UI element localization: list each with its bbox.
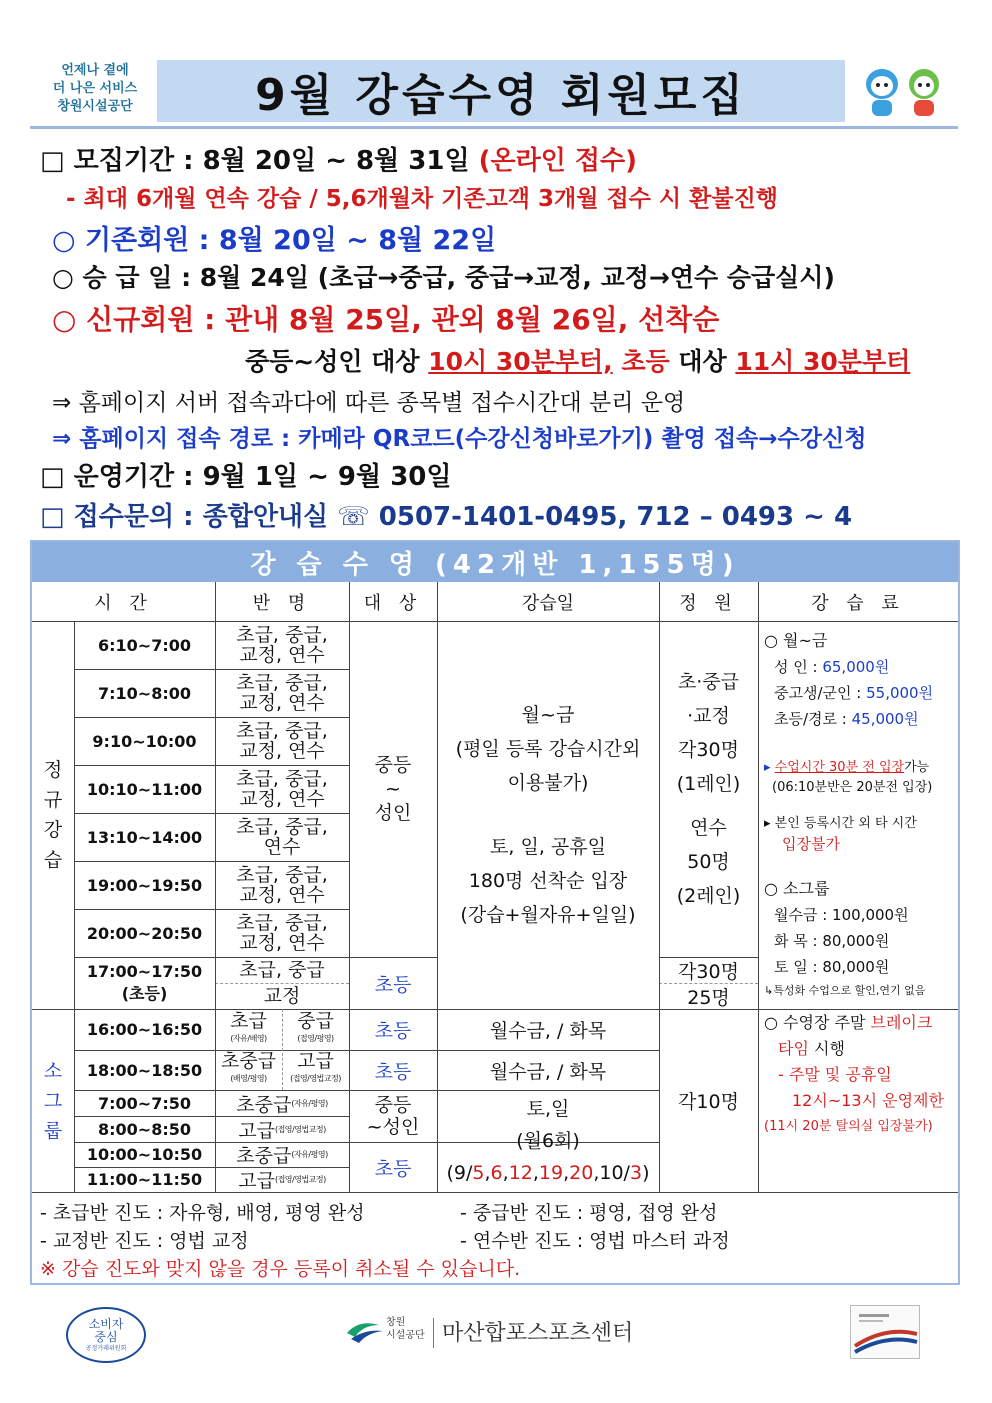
- promotion-date: ○ 승 급 일 : 8월 24일 (초급→중급, 중급→교정, 교정→연수 승급실시): [52, 263, 835, 292]
- recruit-period: □ 모집기간 : 8월 20일 ~ 8월 31일 (온라인 접수): [40, 146, 638, 176]
- small-class: 초중급 (배영/평영): [220, 1050, 277, 1083]
- small-class: 고급 (접영/영법교정): [238, 1170, 326, 1192]
- regular-days: 월~금 (평일 등록 강습시간외 이용불가) 토, 일, 공휴일 180명 선착순 입장 (강습+월자유+일일): [455, 704, 641, 926]
- note-advanced: - 연수반 진도 : 영법 마스터 과정: [460, 1230, 730, 1252]
- header-class: 반 명: [252, 592, 312, 614]
- table-row-class: 초급, 중급, 연수: [236, 816, 328, 858]
- weekend-dates: (9/5,6,12,19,20,10/3): [446, 1162, 650, 1184]
- slogan: 언제나 곁에 더 나은 서비스 창원시설공단: [52, 63, 138, 114]
- new-members: ○ 신규회원 : 관내 8월 25일, 관외 8월 26일, 선착순: [52, 303, 720, 336]
- small-class: 고급 (접영/영법교정): [238, 1119, 326, 1142]
- server-note: ⇒ 홈페이지 서버 접속과다에 따른 종목별 접수시간대 분리 운영: [52, 390, 686, 416]
- small-class: 중급 (접영/평영): [297, 1009, 334, 1043]
- consumer-badge-icon: 소비자 중심 공정거래위원회: [66, 1307, 146, 1363]
- open-time: 중등~성인 대상 10시 30분부터, 초등 대상 11시 30분부터: [245, 347, 911, 376]
- small-days: 월수금, / 화목: [489, 1020, 607, 1042]
- regular-capacity: 초·중급 ·교정 각30명 (1레인) 연수 50명 (2레인): [676, 671, 741, 907]
- kids-class-a: 초급, 중급: [239, 959, 325, 981]
- table-title: 강 습 수 영 (42개반 1,155명): [32, 542, 958, 582]
- table-row-class: 초급, 중급, 교정, 연수: [236, 912, 328, 954]
- homepage-route: ⇒ 홈페이지 접속 경로 : 카메라 QR코드(수강신청바로가기) 촬영 접속→수강신청: [52, 426, 867, 452]
- kids-class-b: 교정: [263, 985, 301, 1007]
- table-row-time: 19:00~19:50: [86, 875, 203, 895]
- table-row-class: 초급, 중급, 교정, 연수: [236, 720, 328, 762]
- header-days: 강습일: [521, 592, 575, 614]
- small-time: 11:00~11:50: [86, 1170, 203, 1189]
- table-row-time: 10:10~11:00: [86, 779, 203, 799]
- table-row-time: 13:10~14:00: [86, 827, 203, 847]
- footer-divider: [433, 1318, 434, 1348]
- header-target: 대 상: [363, 592, 423, 614]
- org-logo-icon: [345, 1315, 385, 1345]
- table-row-class: 초급, 중급, 교정, 연수: [236, 768, 328, 810]
- header-capacity: 정 원: [679, 592, 738, 614]
- operation-period: □ 운영기간 : 9월 1일 ~ 9월 30일: [40, 462, 452, 492]
- table-row-class: 초급, 중급, 교정, 연수: [236, 624, 328, 666]
- table-row-time: 6:10~7:00: [98, 635, 191, 655]
- small-kids-target: 초등: [374, 1157, 412, 1180]
- fee-list: ○ 월~금 성 인 : 65,000원 중고생/군인 : 55,000원 초등/경로 : 45,000원 ▸ 수업시간 30분 전 입장가능 (06:10분반은 20분전 입장) ▸ 본인 등록시간 외 타 시간 입장불가 ○ 소그룹 월수금 : 100,000원 화 목 : 80,000원 토 일 : 80,000원 ↳특성화 수업으로 할인,연기 없음 ○ 수영장 주말 브레이크 타임 시행 - 주말 및 공휴일 12시~13시 운영제한 (11시 20분 탈의실 입장불가): [764, 631, 944, 1134]
- small-target: 초등: [374, 1020, 412, 1042]
- kids-capacity-a: 각30명: [678, 960, 739, 983]
- table-row-time: 20:00~20:50: [86, 923, 203, 943]
- kids-capacity-b: 25명: [687, 986, 730, 1009]
- small-time: 10:00~10:50: [86, 1145, 203, 1164]
- note-intermediate: - 중급반 진도 : 평영, 접영 완성: [460, 1202, 718, 1224]
- kids-target: 초등: [374, 973, 412, 996]
- small-class: 초중급 (자유/평영): [236, 1145, 328, 1167]
- title-banner: [157, 60, 845, 122]
- note-correction: - 교정반 진도 : 영법 교정: [40, 1230, 249, 1252]
- header-divider: [30, 126, 958, 129]
- existing-members: ○ 기존회원 : 8월 20일 ~ 8월 22일: [52, 225, 497, 256]
- certification-icon: [850, 1305, 920, 1359]
- table-row-time: 9:10~10:00: [92, 731, 197, 751]
- small-class: 초급 (자유/배영): [230, 1009, 267, 1043]
- small-time: 16:00~16:50: [86, 1020, 203, 1039]
- class-table: [30, 540, 960, 1285]
- org-name: 창원 시설공단: [386, 1317, 425, 1341]
- note-beginner: - 초급반 진도 : 자유형, 배영, 평영 완성: [40, 1202, 365, 1224]
- small-adult-target: 중등 ~성인: [366, 1094, 420, 1138]
- small-time: 8:00~8:50: [98, 1119, 191, 1139]
- table-row-class: 초급, 중급, 교정, 연수: [236, 672, 328, 714]
- inquiry: □ 접수문의 : 종합안내실 ☏ 0507-1401-0495, 712 – 0493 ~ 4: [40, 502, 853, 532]
- small-days: 월수금, / 화목: [489, 1060, 607, 1083]
- refund-note: - 최대 6개월 연속 강습 / 5,6개월차 기존고객 3개월 접수 시 환불진행: [66, 186, 779, 212]
- table-row-time: 7:10~8:00: [98, 683, 191, 703]
- small-class: 고급 (접영/영법교정): [290, 1050, 341, 1083]
- mascot-icon: [860, 62, 950, 122]
- header-fee: 강 습 료: [811, 592, 905, 614]
- page-title: 9월 강습수영 회원모집: [255, 70, 747, 121]
- note-warning: ※ 강습 진도와 맞지 않을 경우 등록이 취소될 수 있습니다.: [40, 1258, 521, 1280]
- small-target: 초등: [374, 1060, 412, 1083]
- small-group-label: 소 그 룹: [43, 1059, 63, 1142]
- small-capacity: 각10명: [678, 1091, 739, 1113]
- header-time: 시 간: [94, 592, 153, 614]
- adult-target: 중등 ~ 성인: [374, 754, 412, 824]
- regular-label: 정 규 강 습: [43, 759, 63, 871]
- kids-time: 17:00~17:50 (초등): [86, 962, 203, 1003]
- table-row-class: 초급, 중급, 교정, 연수: [236, 864, 328, 906]
- small-time: 7:00~7:50: [98, 1093, 191, 1113]
- weekend-days: 토,일 (월6회) (9/5,6,12,19,20,10/3): [437, 1090, 659, 1192]
- small-class: 초중급 (자유/평영): [236, 1093, 328, 1116]
- center-name: 마산합포스포츠센터: [442, 1321, 634, 1346]
- small-time: 18:00~18:50: [86, 1060, 203, 1080]
